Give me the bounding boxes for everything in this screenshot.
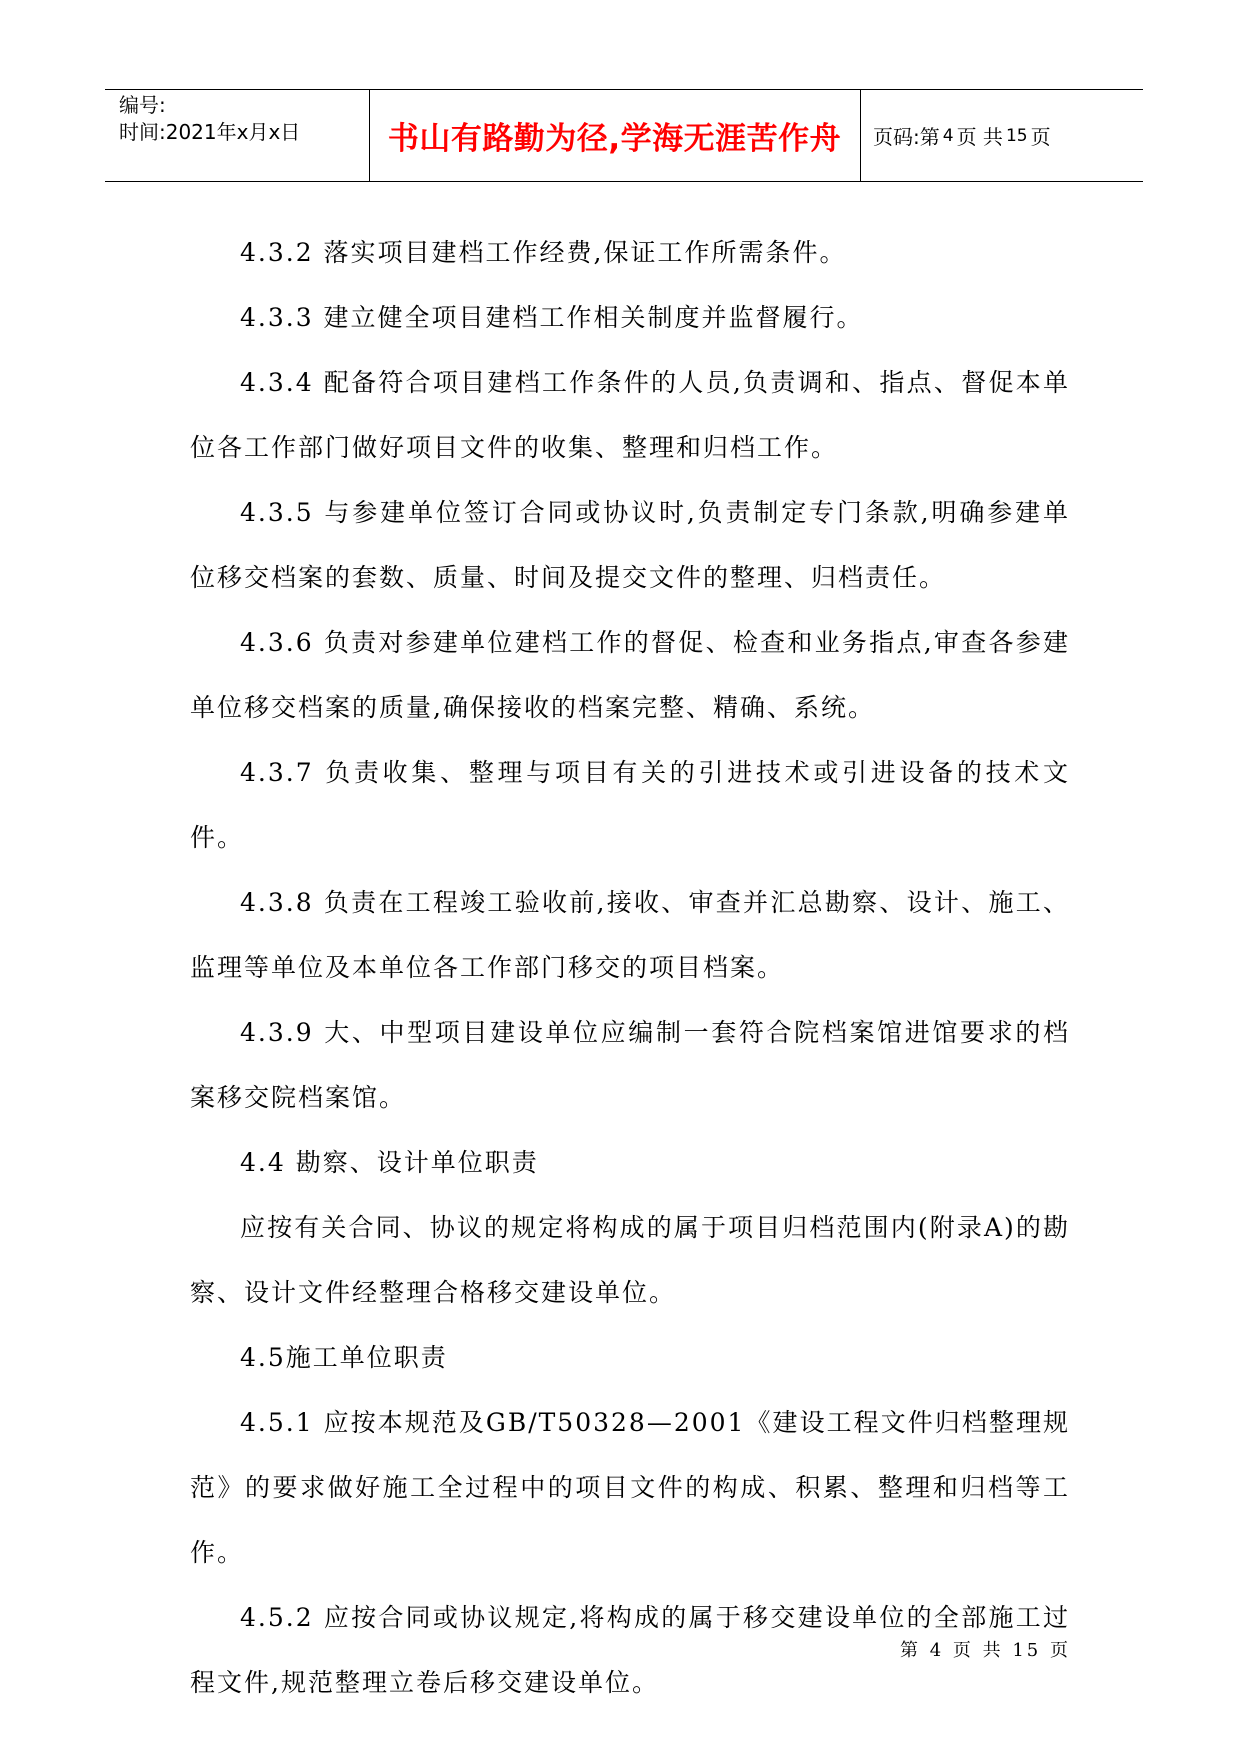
paragraph-4-5-2: 4.5.2 应按合同或协议规定,将构成的属于移交建设单位的全部施工过程文件,规范整理立卷后移交建设单位。 (190, 1603, 1070, 1697)
paragraph-4-3-5: 4.3.5 与参建单位签订合同或协议时,负责制定专门条款,明确参建单位移交档案的套数、质量、时间及提交文件的整理、归档责任。 (190, 498, 1070, 592)
paragraph-4-5-1: 4.5.1 应按本规范及GB/T50328—2001《建设工程文件归档整理规范》的要求做好施工全过程中的项目文件的构成、积累、整理和归档等工作。 (190, 1408, 1070, 1567)
section-heading-4-5: 4.5施工单位职责 (240, 1343, 448, 1372)
page-suffix: 页 (1030, 125, 1051, 149)
header-divider-right (860, 90, 861, 181)
document-body (190, 220, 1070, 1715)
paragraph-4-3-9: 4.3.9 大、中型项目建设单位应编制一套符合院档案馆进馆要求的档案移交院档案馆。 (190, 1018, 1070, 1112)
page-footer: 第 4 页 共 15 页 (900, 1640, 1071, 1661)
paragraph-4-3-2: 4.3.2 落实项目建档工作经费,保证工作所需条件。 (240, 238, 847, 267)
page-total: 15 (1005, 125, 1028, 146)
section-heading-4-4: 4.4 勘察、设计单位职责 (240, 1148, 539, 1177)
paragraph-4-3-6: 4.3.6 负责对参建单位建档工作的督促、检查和业务指点,审查各参建单位移交档案的质量,确保接收的档案完整、精确、系统。 (190, 628, 1070, 722)
page-prefix: 页码:第 (873, 125, 940, 149)
paragraph-4-3-8: 4.3.8 负责在工程竣工验收前,接收、审查并汇总勘察、设计、施工、监理等单位及本单位各工作部门移交的项目档案。 (190, 888, 1070, 982)
page-current: 4 (942, 125, 954, 146)
header-motto: 书山有路勤为径,学海无涯苦作舟 (387, 121, 842, 157)
paragraph-4-3-7: 4.3.7 负责收集、整理与项目有关的引进技术或引进设备的技术文件。 (190, 758, 1070, 852)
document-time-label: 时间:2021年x月x日 (119, 120, 301, 144)
header-page-info (873, 90, 1051, 181)
page-header (105, 89, 1143, 182)
paragraph-4-4-body: 应按有关合同、协议的规定将构成的属于项目归档范围内(附录A)的勘察、设计文件经整理合格移交建设单位。 (190, 1213, 1070, 1307)
paragraph-4-3-4: 4.3.4 配备符合项目建档工作条件的人员,负责调和、指点、督促本单位各工作部门做好项目文件的收集、整理和归档工作。 (190, 368, 1070, 462)
page-middle: 页 共 (956, 125, 1003, 149)
header-meta (119, 92, 300, 146)
document-number-label: 编号: (119, 93, 166, 117)
paragraph-4-3-3: 4.3.3 建立健全项目建档工作相关制度并监督履行。 (240, 303, 864, 332)
